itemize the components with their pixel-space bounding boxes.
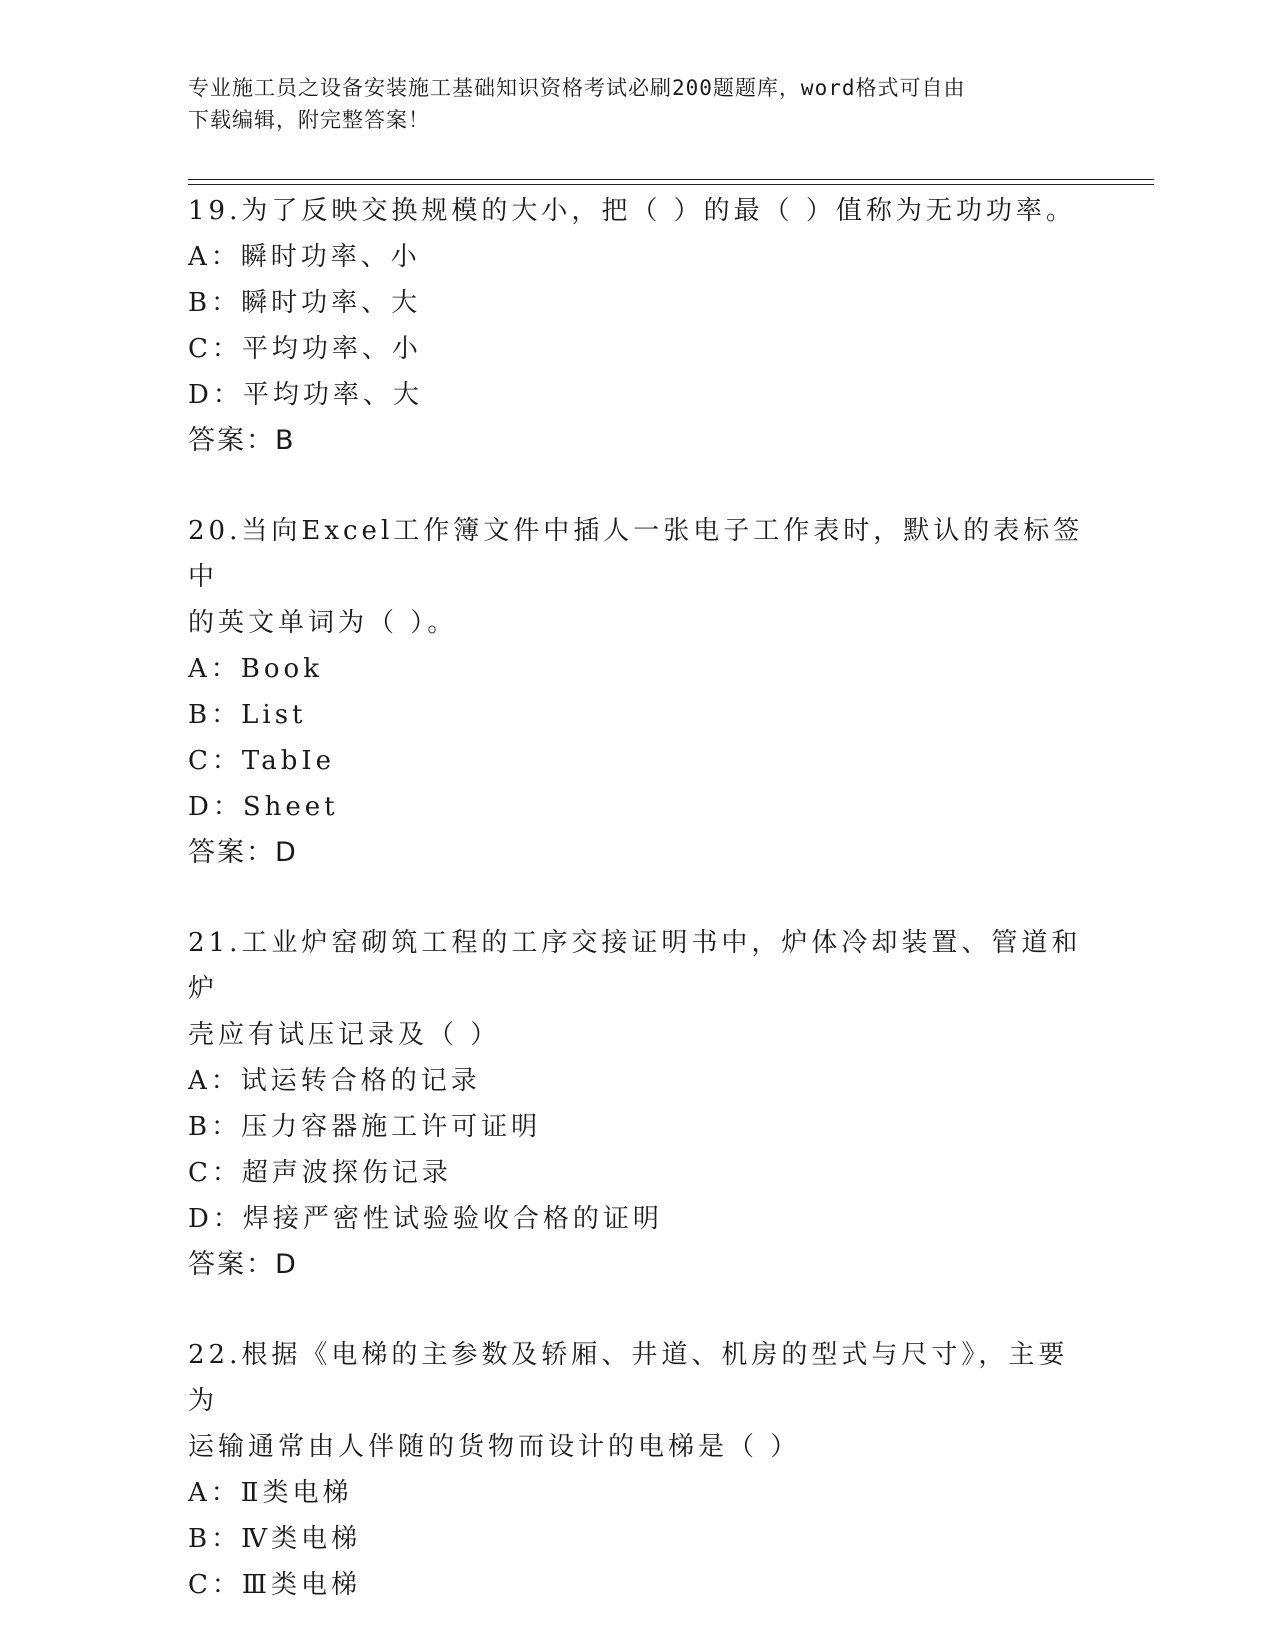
stem-line: 22.根据《电梯的主参数及轿厢、井道、机房的型式与尺寸》，主要为 xyxy=(188,1340,1069,1416)
option-b: B：瞬时功率、大 xyxy=(188,288,422,318)
question-22 xyxy=(188,1332,1088,1608)
option-a: A：瞬时功率、小 xyxy=(188,242,421,272)
option-b: B：Ⅳ类电梯 xyxy=(188,1524,362,1554)
question-stem xyxy=(188,920,1088,1058)
stem-line: 壳应有试压记录及（ ） xyxy=(188,1020,501,1050)
option-a: A：试运转合格的记录 xyxy=(188,1066,481,1096)
option-c: C：平均功率、小 xyxy=(188,334,422,364)
header-line-1: 专业施工员之设备安装施工基础知识资格考试必刷200题题库，word格式可自由 xyxy=(188,76,966,100)
header-line-2: 下载编辑，附完整答案！ xyxy=(188,108,430,132)
option-a: A：Book xyxy=(188,654,323,684)
stem-line: 19.为了反映交换规模的大小，把（ ）的最（ ）值称为无功功率。 xyxy=(188,196,1076,226)
stem-line: 运输通常由人伴随的货物而设计的电梯是（ ） xyxy=(188,1432,801,1462)
stem-line: 21.工业炉窑砌筑工程的工序交接证明书中，炉体冷却装置、管道和炉 xyxy=(188,928,1082,1004)
document-header xyxy=(188,72,1068,136)
option-c: C：TabIe xyxy=(188,746,336,776)
option-d: D：Sheet xyxy=(188,792,339,822)
answer-label: 答案：D xyxy=(188,1249,298,1280)
answer-label: 答案：B xyxy=(188,425,296,456)
stem-line: 的英文单词为（ ）。 xyxy=(188,608,458,638)
option-a: A：Ⅱ类电梯 xyxy=(188,1478,353,1508)
question-20 xyxy=(188,508,1088,876)
option-c: C：Ⅲ类电梯 xyxy=(188,1570,361,1600)
question-19 xyxy=(188,188,1088,464)
stem-line: 20.当向Excel工作簿文件中插人一张电子工作表时，默认的表标签中 xyxy=(188,516,1084,592)
question-stem xyxy=(188,508,1088,646)
option-b: B：List xyxy=(188,700,307,730)
question-stem xyxy=(188,1332,1088,1470)
question-21 xyxy=(188,920,1088,1288)
option-c: C：超声波探伤记录 xyxy=(188,1158,452,1188)
option-d: D：焊接严密性试验验收合格的证明 xyxy=(188,1204,663,1234)
question-list xyxy=(188,188,1088,1652)
option-d: D：平均功率、大 xyxy=(188,380,423,410)
answer-label: 答案：D xyxy=(188,837,298,868)
option-b: B：压力容器施工许可证明 xyxy=(188,1112,542,1142)
header-divider-bottom xyxy=(188,184,1154,185)
question-stem xyxy=(188,188,1088,234)
header-divider-top xyxy=(188,179,1154,180)
